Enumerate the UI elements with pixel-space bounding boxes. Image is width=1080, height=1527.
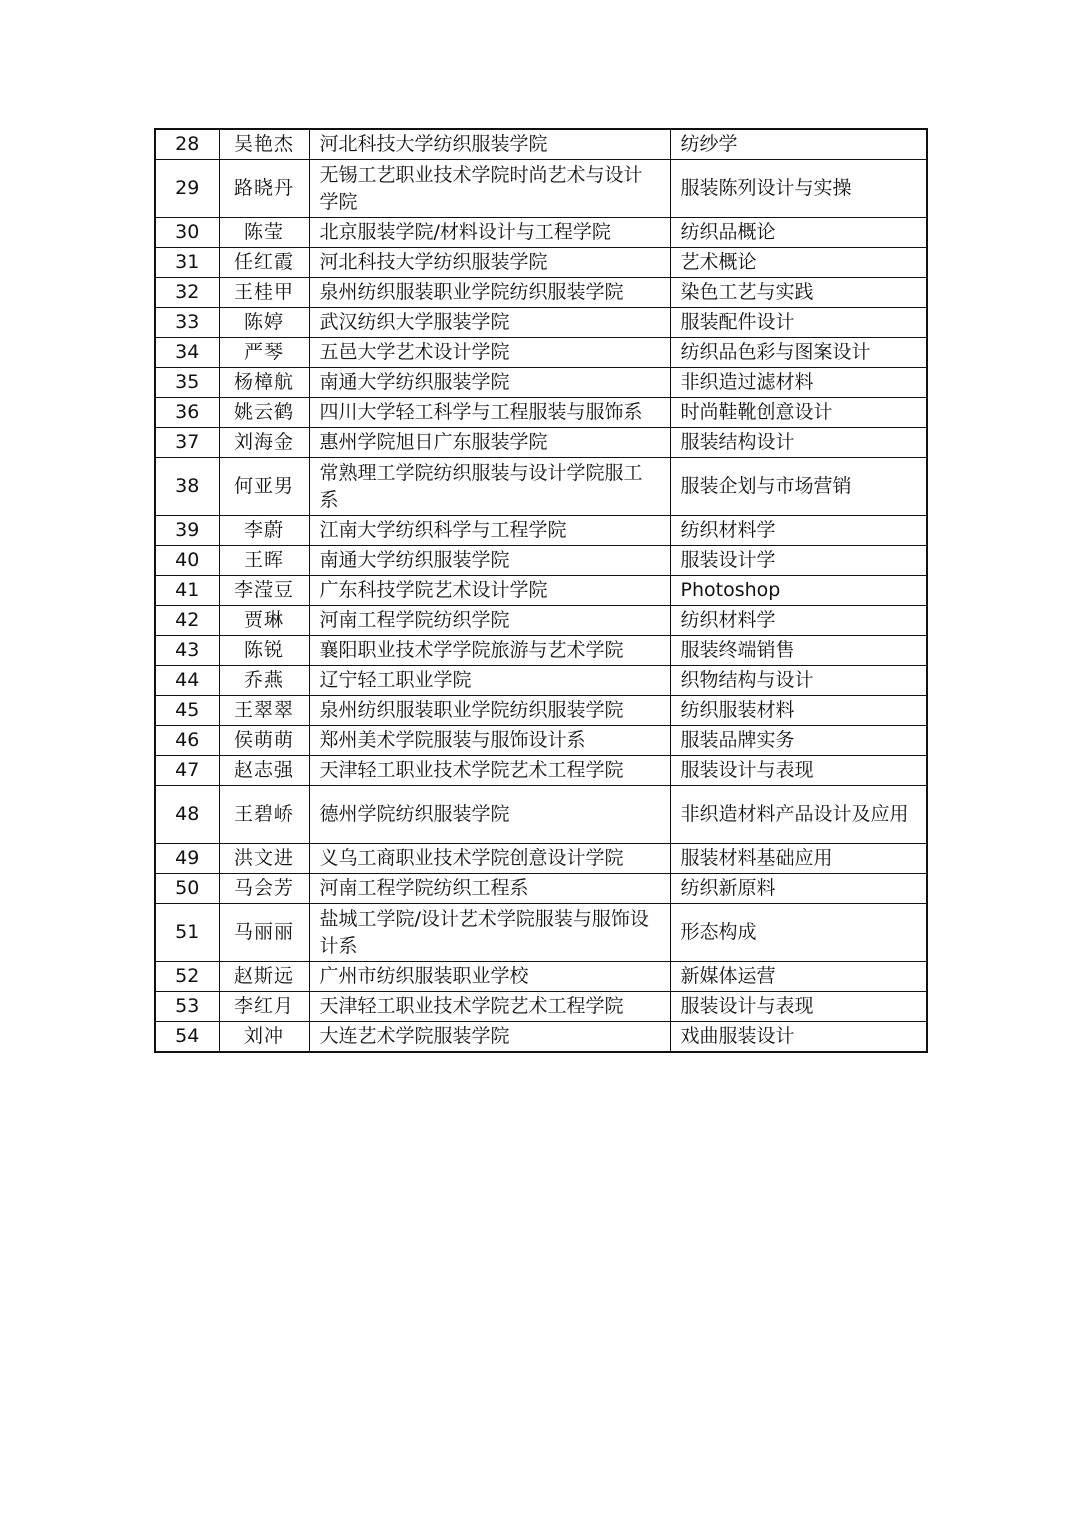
table-row [155, 218, 927, 248]
course: 染色工艺与实践 [670, 278, 927, 308]
course: 服装材料基础应用 [670, 844, 927, 874]
row-number: 32 [155, 278, 219, 308]
row-number: 46 [155, 726, 219, 756]
row-number: 44 [155, 666, 219, 696]
course: 服装企划与市场营销 [670, 458, 927, 516]
course: 新媒体运营 [670, 962, 927, 992]
person-name: 洪文进 [219, 844, 309, 874]
institution: 郑州美术学院服装与服饰设计系 [309, 726, 670, 756]
person-name: 王碧峤 [219, 786, 309, 844]
row-number: 43 [155, 636, 219, 666]
person-name: 吴艳杰 [219, 129, 309, 160]
table-row [155, 636, 927, 666]
row-number: 28 [155, 129, 219, 160]
row-number: 53 [155, 992, 219, 1022]
table-row [155, 1022, 927, 1053]
row-number: 34 [155, 338, 219, 368]
institution: 北京服装学院/材料设计与工程学院 [309, 218, 670, 248]
table-row [155, 428, 927, 458]
person-name: 李红月 [219, 992, 309, 1022]
person-name: 王翠翠 [219, 696, 309, 726]
course: 织物结构与设计 [670, 666, 927, 696]
roster-table [154, 128, 928, 1053]
course: 服装设计与表现 [670, 992, 927, 1022]
person-name: 刘冲 [219, 1022, 309, 1053]
institution: 盐城工学院/设计艺术学院服装与服饰设计系 [309, 904, 670, 962]
institution: 襄阳职业技术学学院旅游与艺术学院 [309, 636, 670, 666]
course: 纺织材料学 [670, 606, 927, 636]
table-row [155, 992, 927, 1022]
person-name: 赵斯远 [219, 962, 309, 992]
institution: 四川大学轻工科学与工程服装与服饰系 [309, 398, 670, 428]
person-name: 杨樟航 [219, 368, 309, 398]
institution: 无锡工艺职业技术学院时尚艺术与设计学院 [309, 160, 670, 218]
row-number: 29 [155, 160, 219, 218]
institution: 江南大学纺织科学与工程学院 [309, 516, 670, 546]
person-name: 姚云鹤 [219, 398, 309, 428]
table-row [155, 606, 927, 636]
institution: 辽宁轻工职业学院 [309, 666, 670, 696]
institution: 天津轻工职业技术学院艺术工程学院 [309, 756, 670, 786]
row-number: 37 [155, 428, 219, 458]
row-number: 36 [155, 398, 219, 428]
row-number: 35 [155, 368, 219, 398]
course: 纺织服装材料 [670, 696, 927, 726]
row-number: 31 [155, 248, 219, 278]
course: 服装品牌实务 [670, 726, 927, 756]
course: 服装结构设计 [670, 428, 927, 458]
person-name: 乔燕 [219, 666, 309, 696]
person-name: 马丽丽 [219, 904, 309, 962]
course: 服装终端销售 [670, 636, 927, 666]
row-number: 40 [155, 546, 219, 576]
row-number: 49 [155, 844, 219, 874]
course: 纺织品概论 [670, 218, 927, 248]
person-name: 严琴 [219, 338, 309, 368]
table-row [155, 696, 927, 726]
institution: 大连艺术学院服装学院 [309, 1022, 670, 1053]
table-row [155, 904, 927, 962]
course: 纺织品色彩与图案设计 [670, 338, 927, 368]
table-row [155, 546, 927, 576]
table-row [155, 756, 927, 786]
person-name: 马会芳 [219, 874, 309, 904]
course: 形态构成 [670, 904, 927, 962]
row-number: 39 [155, 516, 219, 546]
institution: 泉州纺织服装职业学院纺织服装学院 [309, 696, 670, 726]
institution: 南通大学纺织服装学院 [309, 368, 670, 398]
person-name: 王桂甲 [219, 278, 309, 308]
table-row [155, 786, 927, 844]
row-number: 45 [155, 696, 219, 726]
institution: 河北科技大学纺织服装学院 [309, 248, 670, 278]
institution: 广州市纺织服装职业学校 [309, 962, 670, 992]
person-name: 李蔚 [219, 516, 309, 546]
person-name: 路晓丹 [219, 160, 309, 218]
course: 服装设计学 [670, 546, 927, 576]
person-name: 侯萌萌 [219, 726, 309, 756]
institution: 河南工程学院纺织学院 [309, 606, 670, 636]
row-number: 47 [155, 756, 219, 786]
table-row [155, 248, 927, 278]
person-name: 陈婷 [219, 308, 309, 338]
table-row [155, 398, 927, 428]
row-number: 52 [155, 962, 219, 992]
institution: 南通大学纺织服装学院 [309, 546, 670, 576]
table-row [155, 844, 927, 874]
institution: 河南工程学院纺织工程系 [309, 874, 670, 904]
institution: 惠州学院旭日广东服装学院 [309, 428, 670, 458]
person-name: 李滢豆 [219, 576, 309, 606]
institution: 义乌工商职业技术学院创意设计学院 [309, 844, 670, 874]
table-row [155, 458, 927, 516]
person-name: 陈锐 [219, 636, 309, 666]
person-name: 贾琳 [219, 606, 309, 636]
row-number: 38 [155, 458, 219, 516]
institution: 武汉纺织大学服装学院 [309, 308, 670, 338]
row-number: 54 [155, 1022, 219, 1053]
institution: 常熟理工学院纺织服装与设计学院服工系 [309, 458, 670, 516]
course: 纺织材料学 [670, 516, 927, 546]
course: 戏曲服装设计 [670, 1022, 927, 1053]
institution: 德州学院纺织服装学院 [309, 786, 670, 844]
table-row [155, 160, 927, 218]
table-row [155, 278, 927, 308]
row-number: 51 [155, 904, 219, 962]
roster-body [155, 129, 927, 1052]
course: 非织造过滤材料 [670, 368, 927, 398]
course: 艺术概论 [670, 248, 927, 278]
row-number: 33 [155, 308, 219, 338]
table-row [155, 368, 927, 398]
course: 服装设计与表现 [670, 756, 927, 786]
institution: 泉州纺织服装职业学院纺织服装学院 [309, 278, 670, 308]
person-name: 何亚男 [219, 458, 309, 516]
row-number: 48 [155, 786, 219, 844]
course: 时尚鞋靴创意设计 [670, 398, 927, 428]
institution: 河北科技大学纺织服装学院 [309, 129, 670, 160]
course: 服装陈列设计与实操 [670, 160, 927, 218]
table-row [155, 516, 927, 546]
course: 服装配件设计 [670, 308, 927, 338]
table-row [155, 666, 927, 696]
institution: 天津轻工职业技术学院艺术工程学院 [309, 992, 670, 1022]
course: 纺纱学 [670, 129, 927, 160]
course: Photoshop [670, 576, 927, 606]
person-name: 王晖 [219, 546, 309, 576]
table-row [155, 308, 927, 338]
institution: 广东科技学院艺术设计学院 [309, 576, 670, 606]
table-row [155, 129, 927, 160]
institution: 五邑大学艺术设计学院 [309, 338, 670, 368]
table-row [155, 726, 927, 756]
row-number: 42 [155, 606, 219, 636]
course: 非织造材料产品设计及应用 [670, 786, 927, 844]
table-row [155, 338, 927, 368]
table-row [155, 576, 927, 606]
table-row [155, 874, 927, 904]
person-name: 任红霞 [219, 248, 309, 278]
person-name: 赵志强 [219, 756, 309, 786]
person-name: 刘海金 [219, 428, 309, 458]
row-number: 50 [155, 874, 219, 904]
table-row [155, 962, 927, 992]
row-number: 30 [155, 218, 219, 248]
course: 纺织新原料 [670, 874, 927, 904]
person-name: 陈莹 [219, 218, 309, 248]
row-number: 41 [155, 576, 219, 606]
